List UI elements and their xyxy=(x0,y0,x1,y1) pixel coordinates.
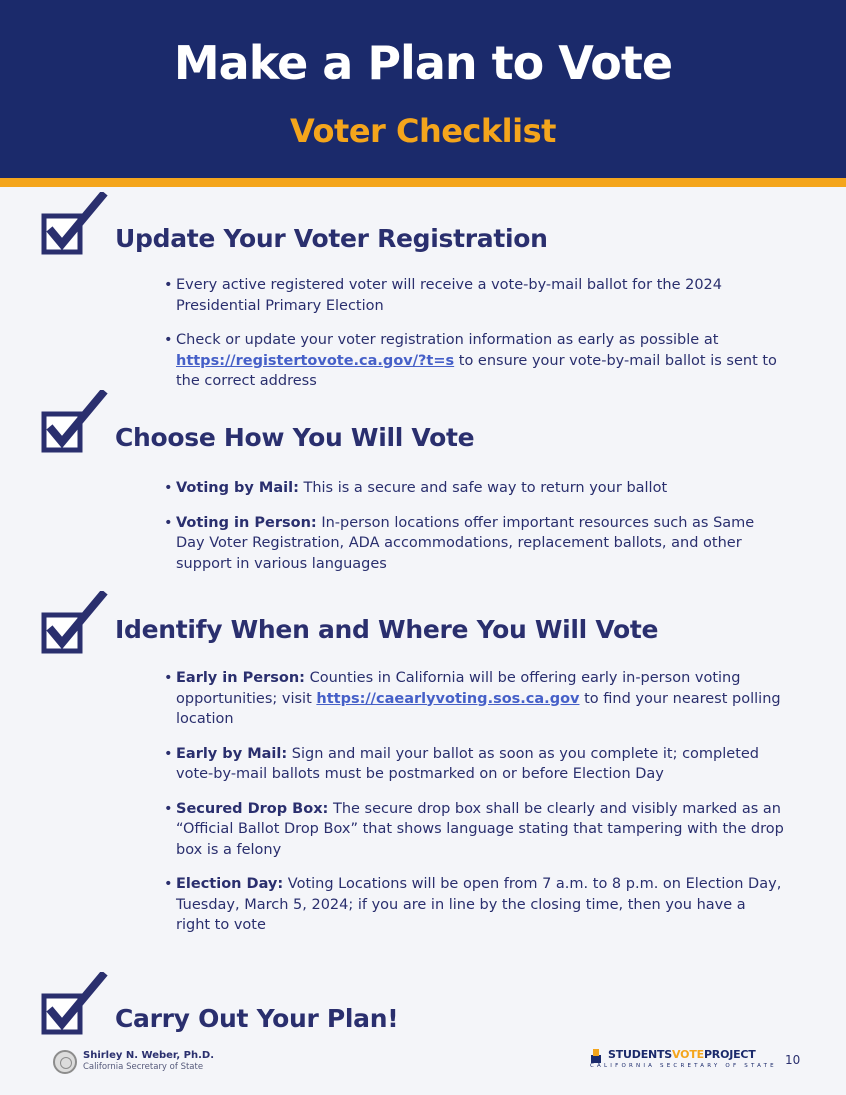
list-item: • Early in Person: Counties in California will be offering early in-person voting opportunities; visit https://caearlyvoting.sos.ca.gov to find your nearest polling location xyxy=(164,668,784,730)
page-number: 10 xyxy=(785,1053,801,1067)
section-title: Choose How You Will Vote xyxy=(115,423,475,452)
list-item: • Early by Mail: Sign and mail your ballot as soon as you complete it; completed vote-by-mail ballots must be postmarked on or before Election Day xyxy=(164,744,784,785)
bullet-list xyxy=(164,668,784,950)
checkbox-check-icon xyxy=(40,192,108,260)
checkbox-check-icon xyxy=(40,972,108,1040)
checkbox-check-icon xyxy=(40,390,108,458)
section-title: Carry Out Your Plan! xyxy=(115,1004,399,1033)
list-item: • Election Day: Voting Locations will be open from 7 a.m. to 8 p.m. on Election Day, Tuesday, March 5, 2024; if you are in line by the closing time, then you have a right to vote xyxy=(164,874,784,936)
checkbox-check-icon xyxy=(40,591,108,659)
page-title: Make a Plan to Vote xyxy=(173,36,673,90)
secretary-role: California Secretary of State xyxy=(83,1062,204,1072)
logo-title: STUDENTSVOTEPROJECT xyxy=(608,1048,756,1061)
section-title: Identify When and Where You Will Vote xyxy=(115,615,659,644)
students-vote-project-logo xyxy=(590,1048,777,1074)
header-divider xyxy=(0,178,846,187)
bullet-list xyxy=(164,275,784,406)
list-item: • Voting by Mail: This is a secure and safe way to return your ballot xyxy=(164,478,784,499)
secretary-name: Shirley N. Weber, Ph.D. xyxy=(83,1050,215,1061)
section-title: Update Your Voter Registration xyxy=(115,224,548,253)
list-item: • Voting in Person: In-person locations offer important resources such as Same Day Voter Registration, ADA accommodations, replacement ballots, and other support in various languages xyxy=(164,513,784,575)
bullet-list xyxy=(164,478,784,588)
register-link[interactable]: https://registertovote.ca.gov/?t=s xyxy=(176,352,455,369)
page-subtitle: Voter Checklist xyxy=(290,112,556,150)
ballot-box-logo-icon xyxy=(590,1049,602,1063)
list-item: • Secured Drop Box: The secure drop box shall be clearly and visibly marked as an “Official Ballot Drop Box” that shows language stating that tampering with the drop box is a felony xyxy=(164,799,784,861)
state-seal-icon xyxy=(53,1050,77,1074)
page-header xyxy=(0,0,846,178)
early-voting-link[interactable]: https://caearlyvoting.sos.ca.gov xyxy=(316,690,580,707)
list-item: • Every active registered voter will receive a vote-by-mail ballot for the 2024 Presidential Primary Election xyxy=(164,275,784,316)
list-item: • Check or update your voter registration information as early as possible at https://registertovote.ca.gov/?t=s to ensure your vote-by-mail ballot is sent to the correct address xyxy=(164,330,784,392)
logo-subtitle: CALIFORNIA SECRETARY OF STATE xyxy=(590,1063,777,1069)
